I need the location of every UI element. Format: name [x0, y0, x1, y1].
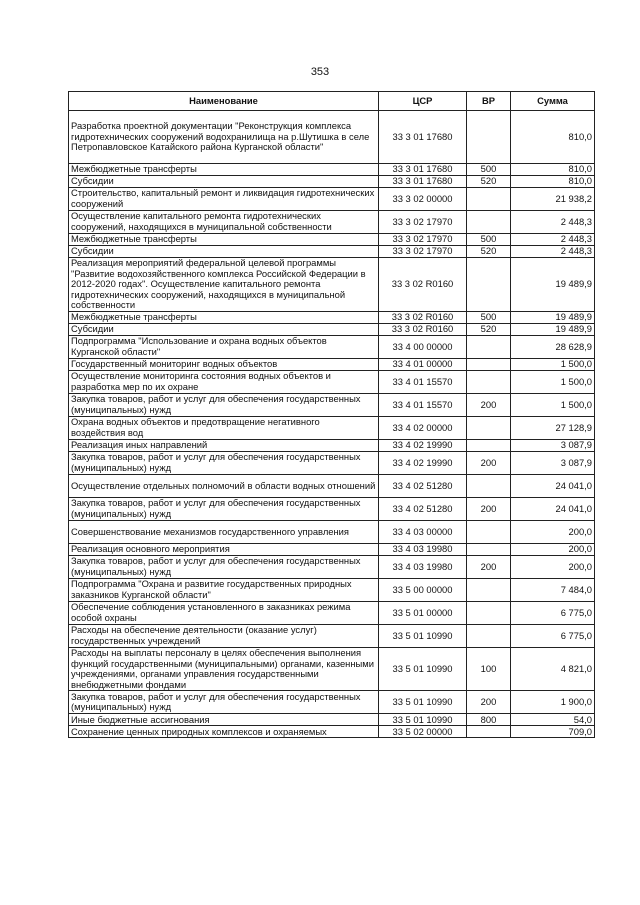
row-name: Межбюджетные трансферты	[69, 234, 379, 246]
table-row	[69, 164, 595, 176]
row-csr: 33 4 01 15570	[379, 370, 467, 393]
table-row	[69, 497, 595, 520]
row-csr: 33 3 02 00000	[379, 188, 467, 211]
header-vr: ВР	[467, 92, 511, 111]
row-csr: 33 4 02 51280	[379, 474, 467, 497]
row-csr: 33 5 01 10990	[379, 691, 467, 714]
row-csr: 33 3 02 R0160	[379, 258, 467, 312]
table-row	[69, 624, 595, 647]
table-row	[69, 451, 595, 474]
row-name: Закупка товаров, работ и услуг для обеспечения государственных (муниципальных) нужд	[69, 691, 379, 714]
table-row	[69, 393, 595, 416]
table-row	[69, 520, 595, 543]
row-csr: 33 5 01 10990	[379, 714, 467, 726]
table-row	[69, 714, 595, 726]
table-row	[69, 439, 595, 451]
row-csr: 33 3 01 17680	[379, 111, 467, 164]
table-row	[69, 335, 595, 358]
row-vr: 500	[467, 311, 511, 323]
row-name: Субсидии	[69, 323, 379, 335]
row-sum: 1 900,0	[511, 691, 595, 714]
row-vr: 200	[467, 691, 511, 714]
row-csr: 33 4 02 19990	[379, 451, 467, 474]
row-csr: 33 3 02 R0160	[379, 323, 467, 335]
row-vr	[467, 358, 511, 370]
table-row	[69, 474, 595, 497]
table-row	[69, 234, 595, 246]
row-sum: 24 041,0	[511, 497, 595, 520]
table-row	[69, 358, 595, 370]
row-vr: 800	[467, 714, 511, 726]
row-name: Реализация иных направлений	[69, 439, 379, 451]
row-vr	[467, 578, 511, 601]
row-csr: 33 4 02 51280	[379, 497, 467, 520]
row-vr: 520	[467, 246, 511, 258]
row-sum: 6 775,0	[511, 601, 595, 624]
row-sum: 6 775,0	[511, 624, 595, 647]
row-name: Сохранение ценных природных комплексов и охраняемых	[69, 726, 379, 738]
row-name: Подпрограмма "Охрана и развитие государственных природных заказников Курганской области"	[69, 578, 379, 601]
row-sum: 1 500,0	[511, 370, 595, 393]
row-vr	[467, 601, 511, 624]
header-csr: ЦСР	[379, 92, 467, 111]
row-name: Расходы на выплаты персоналу в целях обеспечения выполнения функций государственными (муниципальными) органами, казенными учреждениями, органами управления государственными внебюджетными фондами	[69, 647, 379, 690]
row-vr	[467, 211, 511, 234]
table-row	[69, 370, 595, 393]
row-sum: 3 087,9	[511, 439, 595, 451]
row-name: Реализация основного мероприятия	[69, 543, 379, 555]
table-row	[69, 311, 595, 323]
row-csr: 33 4 02 00000	[379, 416, 467, 439]
table-header-row	[69, 92, 595, 111]
header-name: Наименование	[69, 92, 379, 111]
row-sum: 709,0	[511, 726, 595, 738]
table-row	[69, 416, 595, 439]
row-sum: 19 489,9	[511, 311, 595, 323]
row-csr: 33 3 02 17970	[379, 211, 467, 234]
row-sum: 4 821,0	[511, 647, 595, 690]
row-csr: 33 3 01 17680	[379, 176, 467, 188]
row-name: Закупка товаров, работ и услуг для обеспечения государственных (муниципальных) нужд	[69, 451, 379, 474]
row-vr: 200	[467, 555, 511, 578]
row-sum: 810,0	[511, 111, 595, 164]
table-row	[69, 323, 595, 335]
table-row	[69, 691, 595, 714]
row-vr	[467, 520, 511, 543]
table-row	[69, 111, 595, 164]
row-csr: 33 5 02 00000	[379, 726, 467, 738]
row-csr: 33 3 01 17680	[379, 164, 467, 176]
row-name: Разработка проектной документации "Реконструкция комплекса гидротехнических сооружений водохранилища на р.Шутишка в селе Петропавловское Катайского района Курганской области"	[69, 111, 379, 164]
row-name: Строительство, капитальный ремонт и ликвидация гидротехнических сооружений	[69, 188, 379, 211]
row-sum: 54,0	[511, 714, 595, 726]
budget-table	[68, 91, 595, 738]
row-name: Межбюджетные трансферты	[69, 311, 379, 323]
row-sum: 28 628,9	[511, 335, 595, 358]
row-vr	[467, 370, 511, 393]
row-vr: 500	[467, 164, 511, 176]
row-name: Реализация мероприятий федеральной целевой программы "Развитие водохозяйственного комплекса Российской Федерации в 2012-2020 годах". Осуществление капитального ремонта гидротехнических сооружений, находящихся в муниципальной собственности	[69, 258, 379, 312]
table-row	[69, 601, 595, 624]
page-number: 353	[310, 66, 330, 78]
row-sum: 1 500,0	[511, 393, 595, 416]
row-sum: 3 087,9	[511, 451, 595, 474]
row-name: Государственный мониторинг водных объектов	[69, 358, 379, 370]
row-csr: 33 5 01 00000	[379, 601, 467, 624]
row-csr: 33 4 01 00000	[379, 358, 467, 370]
row-sum: 200,0	[511, 555, 595, 578]
row-name: Совершенствование механизмов государственного управления	[69, 520, 379, 543]
row-vr	[467, 111, 511, 164]
table-row	[69, 246, 595, 258]
row-csr: 33 5 00 00000	[379, 578, 467, 601]
row-sum: 810,0	[511, 164, 595, 176]
table-row	[69, 258, 595, 312]
row-vr	[467, 624, 511, 647]
row-vr	[467, 439, 511, 451]
row-sum: 19 489,9	[511, 323, 595, 335]
row-sum: 810,0	[511, 176, 595, 188]
table-row	[69, 188, 595, 211]
row-name: Осуществление отдельных полномочий в области водных отношений	[69, 474, 379, 497]
row-csr: 33 4 00 00000	[379, 335, 467, 358]
row-vr	[467, 188, 511, 211]
row-csr: 33 4 02 19990	[379, 439, 467, 451]
row-csr: 33 5 01 10990	[379, 624, 467, 647]
row-csr: 33 3 02 17970	[379, 234, 467, 246]
row-name: Осуществление капитального ремонта гидротехнических сооружений, находящихся в муниципальной собственности	[69, 211, 379, 234]
row-name: Расходы на обеспечение деятельности (оказание услуг) государственных учреждений	[69, 624, 379, 647]
row-sum: 21 938,2	[511, 188, 595, 211]
row-csr: 33 4 03 19980	[379, 543, 467, 555]
row-sum: 19 489,9	[511, 258, 595, 312]
row-name: Межбюджетные трансферты	[69, 164, 379, 176]
row-sum: 1 500,0	[511, 358, 595, 370]
table-row	[69, 543, 595, 555]
row-vr	[467, 416, 511, 439]
row-vr	[467, 258, 511, 312]
row-name: Субсидии	[69, 176, 379, 188]
row-vr	[467, 726, 511, 738]
row-name: Закупка товаров, работ и услуг для обеспечения государственных (муниципальных) нужд	[69, 497, 379, 520]
row-vr: 200	[467, 451, 511, 474]
row-sum: 200,0	[511, 520, 595, 543]
row-sum: 2 448,3	[511, 234, 595, 246]
row-sum: 200,0	[511, 543, 595, 555]
row-name: Субсидии	[69, 246, 379, 258]
row-name: Обеспечение соблюдения установленного в заказниках режима особой охраны	[69, 601, 379, 624]
row-sum: 2 448,3	[511, 246, 595, 258]
row-sum: 2 448,3	[511, 211, 595, 234]
row-vr: 200	[467, 393, 511, 416]
row-csr: 33 3 02 R0160	[379, 311, 467, 323]
row-csr: 33 4 03 19980	[379, 555, 467, 578]
table-row	[69, 726, 595, 738]
row-vr: 500	[467, 234, 511, 246]
table-row	[69, 647, 595, 690]
row-sum: 7 484,0	[511, 578, 595, 601]
row-name: Закупка товаров, работ и услуг для обеспечения государственных (муниципальных) нужд	[69, 555, 379, 578]
table-row	[69, 211, 595, 234]
row-vr: 520	[467, 176, 511, 188]
row-name: Подпрограмма "Использование и охрана водных объектов Курганской области"	[69, 335, 379, 358]
row-vr: 520	[467, 323, 511, 335]
row-name: Иные бюджетные ассигнования	[69, 714, 379, 726]
table-row	[69, 555, 595, 578]
row-vr	[467, 335, 511, 358]
row-name: Осуществление мониторинга состояния водных объектов и разработка мер по их охране	[69, 370, 379, 393]
row-sum: 27 128,9	[511, 416, 595, 439]
row-csr: 33 4 01 15570	[379, 393, 467, 416]
row-name: Охрана водных объектов и предотвращение негативного воздействия вод	[69, 416, 379, 439]
row-sum: 24 041,0	[511, 474, 595, 497]
row-vr: 200	[467, 497, 511, 520]
header-sum: Сумма	[511, 92, 595, 111]
row-vr	[467, 474, 511, 497]
table-row	[69, 578, 595, 601]
table-row	[69, 176, 595, 188]
row-csr: 33 4 03 00000	[379, 520, 467, 543]
row-vr: 100	[467, 647, 511, 690]
row-csr: 33 5 01 10990	[379, 647, 467, 690]
row-csr: 33 3 02 17970	[379, 246, 467, 258]
row-vr	[467, 543, 511, 555]
row-name: Закупка товаров, работ и услуг для обеспечения государственных (муниципальных) нужд	[69, 393, 379, 416]
